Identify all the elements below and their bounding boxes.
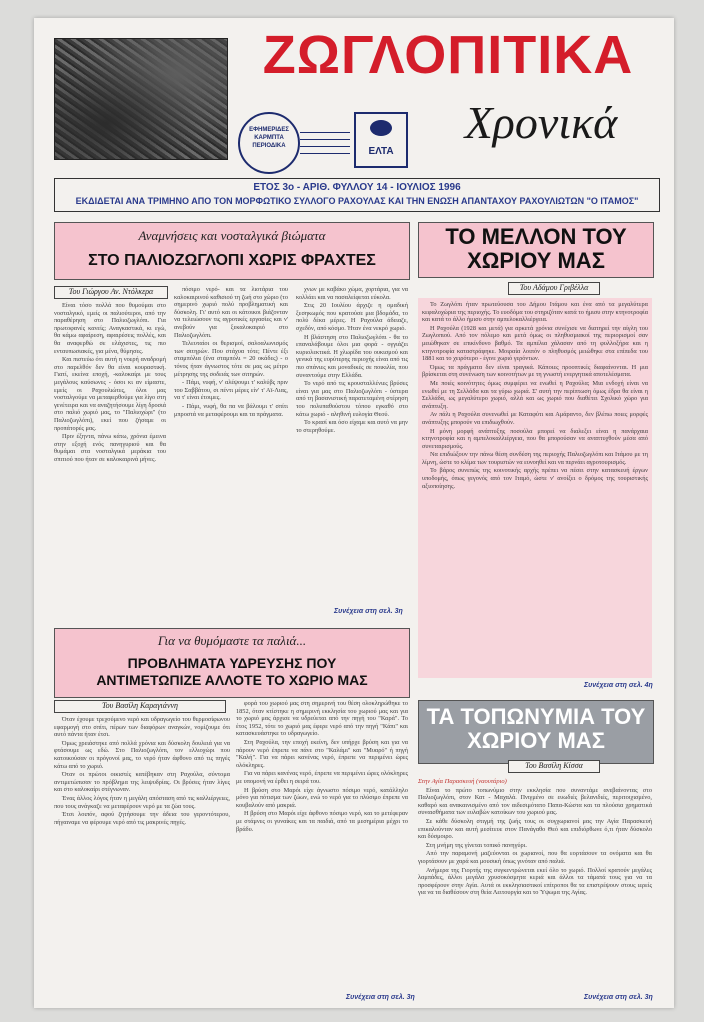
elta-logo — [354, 112, 408, 168]
article1-column-2 — [174, 286, 288, 620]
article3-continue-link[interactable]: Συνέχεια στη σελ. 3η — [346, 994, 415, 1001]
paragraph: Τελευταίοι οι θερισμοί, σαλοαλωνισμός των σιτηρών. Που στάχυα τότε; Πέντε έξι σταμπόλια (ένα σταμπόλι = 20 οκάδες) - ο τόνος ήταν άγνωστος τότε σε μας ως μέτρο μέτρησης της σοδειάς των σιτηρών. — [174, 340, 288, 378]
newspaper-page — [34, 18, 674, 1008]
stamp-line-1: ΕΦΗΜΕΡΙΔΕΣ — [249, 127, 289, 133]
article2-headline-box — [418, 222, 654, 278]
article1-column-1 — [54, 302, 166, 620]
article1-headline: ΣΤΟ ΠΑΛΙΟΖΩΓΛΟΠΙ ΧΩΡΙΣ ΦΡΑΧΤΕΣ — [88, 252, 376, 269]
article3-headline: ΠΡΟΒΛΗΜΑΤΑ ΥΔΡΕΥΣΗΣ ΠΟΥ ΑΝΤΙΜΕΤΩΠΙΖΕ ΑΛΛΟΤΕ ΤΟ ΧΩΡΙΟ ΜΑΣ — [96, 655, 368, 688]
paragraph: Να επιδιώξουν την πάνω θέση συνδέση της περιοχής Παλιοζωγλόπι και Ιτάμου με τη λίμνη, ώστε το κλίμα των τουριστών να ευνοηθεί και να περνάει αγροτουρισμός. — [422, 451, 648, 466]
article4-continue-link[interactable]: Συνέχεια στη σελ. 3η — [584, 994, 653, 1001]
paragraph: Το βάρος συνεπώς της κοινοτικής αρχής πρέπει να πέσει στην κατασκευή έργων υποδομής, όπως γεγονός από τον Ιταμό, ώστε ν' ανοίξει ο δρόμος της τουριστικής αξιοποίησης. — [422, 467, 648, 490]
postmark-lines-icon — [300, 128, 350, 158]
paragraph: Και πιστεύω ότι αυτή η νοερή αναδρομή στο παρελθόν δεν θα είναι κουραστική. Γιατί, εκείνα εποχή, -καλοκαίρι με τους μεγάλους καύσωνες - όσοι κι αν είμαστε, εμείς οι Ραχουλιώτες, όλοι μας νοσταλγούμε να μεταφερθούμε για λίγο στη γενέτειρα και να αναζητήσουμε λίγη δροσιά στο παλιό χωριό μας, το "Παλιοχώρι" (το Παλιοζωγλόπι), εκεί που ζήσαμε οι προπάτορές μας. — [54, 356, 166, 432]
paragraph: Η Ραχούλα (1928 και μετά) για αρκετά χρόνια συνέχισε να διατηρεί την αίγλη του Ζωγλοπιού. Από τον πόλεμο και μετά όμως οι πληθυσμιακοί της περιορισμοί σαν μειώθηκαν σε επικίνδυνο βαθμό. Τα αμπέλια χάλασαν από τη φυλλοξήρα και η κτηνοτροφία καταστράφηκε. Μοιραία λοιπόν ο πληθυσμός μειώθηκε στα επίπεδα του 1881 και το χειρότερο - έγινε χωριό γερόντων. — [422, 324, 648, 363]
article2-continue-link[interactable]: Συνέχεια στη σελ. 4η — [584, 682, 653, 689]
paragraph: Η μόνη μορφή ανάπτυξης ποσούλα μπορεί να διαλεξει είναι η πανάρχαια κτηνοτροφία και η αμπελοκαλλιέργεια, που θα μπορούσαν να αναπτυχθούν μέσα από συνεταιρισμούς. — [422, 427, 648, 450]
paragraph: Από την παραμονή μαζεύονται οι χωριανοί, που θα εορτάσουν τα ονόματα και θα γιορτάσουν με χαρά και μουσική όπως γινόταν από παλιά. — [418, 850, 652, 865]
publisher-line: ΕΚΔΙΔΕΤΑΙ ΑΝΑ ΤΡΙΜΗΝΟ ΑΠΟ ΤΟΝ ΜΟΡΦΩΤΙΚΟ ΣΥΛΛΟΓΟ ΡΑΧΟΥΛΑΣ ΚΑΙ ΤΗΝ ΕΝΩΣΗ ΑΠΑΝΤΑΧΟΥ ΡΑΧΟΥΛΙΩΤΩΝ "Ο ΙΤΑΜΟΣ" — [75, 196, 639, 206]
article2-byline: Του Αδάμου Γριβέλλα — [508, 282, 600, 295]
paragraph: - Πάμι, νυφή, ν' αλέψουμι τ' καλύβς πριν του Σαββάτου, σι πέντι μέρες είν' τ' Αϊ-Λιας, να τ' είναι έτοιμες. — [174, 379, 288, 402]
paragraph: Για να πάρει κανένας νερό, έπρεπε να περιμένει ώρες ολόκληρες με υπομονή να έρθει η σειρά του. — [236, 770, 408, 785]
article4-subhead: Στην Αγία Παρασκευή (ναουτάριο) — [418, 778, 507, 785]
article3-column-2 — [236, 700, 408, 990]
article2-body — [418, 298, 652, 678]
article4-headline-box — [418, 700, 654, 764]
paragraph: Στη μνήμη της γίνεται τοπικό πανηγύρι. — [426, 841, 527, 849]
article3-column-1 — [54, 716, 230, 1006]
article3-header — [54, 628, 410, 698]
paragraph: Είναι τόσο πολλά που θυμούμαι στο νοσταλγικό, εμείς οι παλιούτεροι, από την παραθέρηση στο Παλιοζωγλόπι. Για πρωτοφανές κανείς; Αναγκαστικά, κι εγώ, θα κάμω αφαίρεση, αφαιρέσεις πολλές, και θα αναφερθώ σε ελάχιστες, τις πιο ενταυπωσιακές, για μένα, θύμησες. — [54, 302, 166, 355]
stamp-line-3: ΠΕΡΙΟΔΙΚΑ — [252, 143, 286, 149]
article3-kicker: Για να θυμόμαστε τα παλιά... — [157, 633, 307, 648]
paragraph: Το Ζωγλόπι ήταν πρωτεύουσα του Δήμου Ιτάμου και ένα από τα μεγαλύτερα κεφαλοχώρια της περιοχής. Το ευοδόμα του στηριζόταν κατά το ήμισυ στην κτηνοτροφία και κατά το άλλο ήμισυ στην αμπελοκαλλιέργεια. — [422, 301, 648, 324]
article4-byline: Του Βασίλη Κίσσα — [508, 760, 600, 773]
paragraph: Είναι το πρώτο τοπωνύμιο στην εκκλησία που συναντάμε ανεβαίνοντας στο Παλιοζωγλόπι, στον Κατ - Μαχαλά. Πνιγμένο σε ευωδιές βελανιδιές, περιτοιχισμένο, καθαρό και ανακαινισμένο από τον αιδεσιμότατο Παπα-Κώστα και τα πλούσια χρηματικά συναισθήματα των ευλαβών κατοίκων του χωριού μας. — [418, 786, 652, 817]
paragraph: Όταν οι πρώτοι οικιστές κατέβηκαν στη Ραχούλα, σύντομα αντιμετώπισαν το πρόβλημα της λειψυδρίας. Οι βρύσες ήταν λίγες και στο καλοκαίρι στέγνωναν. — [54, 771, 230, 794]
masthead-subtitle: Χρονικά — [464, 97, 618, 148]
paragraph: Στη Ραχούλα, την εποχή εκείνη, δεν υπήρχε βρύση και για να πάρουν νερό έπρεπε να πάνε στο "Καλάμι" και "Μυαρό" ή πηγή "Καλή". Για να πάρει κανένας νερό, έπρεπε να περιμένει ώρες ολόκληρες. — [236, 738, 408, 769]
article2-headline: ΤΟ ΜΕΛΛΟΝ ΤΟΥ ΧΩΡΙΟΥ ΜΑΣ — [445, 224, 627, 273]
paragraph: Ένας άλλος λόγος ήταν η μεγάλη απόσταση από τις καλλιέργειες, που τους ανάγκαζε να μεταφέρουν νερό με τα ζώα τους. — [54, 794, 230, 810]
article1-continue-link[interactable]: Συνέχεια στη σελ. 3η — [334, 608, 403, 615]
article4-headline: ΤΑ ΤΟΠΩΝΥΜΙΑ ΤΟΥ ΧΩΡΙΟΥ ΜΑΣ — [426, 704, 646, 753]
paragraph: πόσιμο νερό- και τα λιοτάρια του καλοκαιρινού καθισιού τη ζωή στο χώριο (το σημερινό χωριό πολύ προβληματική και δύσκολη. Γι' αυτό και οι κάτοικοι βιάζονταν να τελειώσουν τις αγροτικές εργασίες και ν' ανεβούν για ξεκαλοκαιριό στο Παλιοζωγλόπι. — [174, 286, 288, 339]
paragraph: Όμως χρειάστηκε από πολλά χρόνια και δύσκολη δουλειά για να φτάσουμε ως εδώ. Στο Παλιοζωγλόπι, τον ελλιοχώρι που κατοικούσαν οι πρόγονοί μας, το νερό ήταν άφθονο από τις πηγές κάτω από το χωριό. — [54, 739, 230, 770]
article1-kicker: Αναμνήσεις και νοσταλγικά βιώματα — [138, 228, 326, 243]
article3-byline: Του Βασίλη Καραγιάννη — [54, 700, 226, 713]
paragraph: Η βλάστηση στο Παλιοζωγλόπι - θα το επαναλάβουμε όλοι μια φορά - ογγιάζει κυριολεκτικά. Η χλωρίδα του ουκισμού και γενικά της ευρύτερης περιοχής είναι από τις πιο σπάνιες και μοναδικές σε ποικιλία, που συναντούμε στην Ελλάδα. — [296, 333, 408, 379]
paragraph: Αν πάλι η Ραχούλα συνενωθεί με Καταφύτι και Αμάραντο, δεν βλέπω ποιες μορφές ανάπτυξης μπορούν να επιδιωχθούν. — [422, 411, 648, 426]
masthead-title: ΖΩΓΛΟΠΙΤΙΚΑ — [262, 25, 634, 85]
paragraph: Με ποιές κοινότητες όμως συμφέρει να ενωθεί η Ραχούλα; Μια ενδοχή είναι να ενωθεί με τη Σελλάδα και τα γύρω χωριά. Σ' αυτή την περίπτωση όμως έδρα θα είναι η Σελλάδα, ως μεγαλύτερο χωριό, αλλά και ως χωριό που διαθέτει Σχολικό χώρο για ανάπτυξη. — [422, 379, 648, 410]
elta-horn-icon — [370, 120, 392, 136]
article1-header — [54, 222, 410, 280]
paragraph: Στις 20 Ιουλίου άρχιζε η ομαδική ξεσηκωμός που κρατούσε μια βδομάδα, το πολύ δέκα μέρες. Η Ραχούλα άδειαζε, σχεδόν, από κόσμο. Ήταν ένα νεκρό χωριό. — [296, 302, 408, 332]
paragraph: Η βρύση στο Μαρόι είχε άγνωστο πόσιμο νερό, κατάλληλο μόνο για πότισμα των ζώων, ενώ το νερό για το πλύσιμο έπρεπε να κουβαλούν από μακριά. — [236, 786, 408, 809]
paragraph: Η βρύση στο Μαρόι είχε άφθονο πόσιμο νερό, και το μετέφεραν με στάμνες οι γυναίκες και τα παιδιά, από τα μεσημέρια μέχρι το βράδυ. — [236, 810, 408, 833]
landscape-photo — [54, 38, 228, 160]
article4-body — [418, 778, 652, 992]
paragraph: Έτσι λοιπόν, αφού ζητήσουμε την άδεια του γεροντότερου, πήγαιναμε να φέρουμε νερό από τις μακρινές πηγές. — [54, 811, 230, 826]
paragraph: - Πάμι, νυφή, θα πα να βάλουμι τ' σπίτι μπροστά να μεταφέρουμι και τα πράγματα. — [174, 402, 288, 418]
paragraph: φορά του χωριού μας στη σημερινή του θέση ολοκληρώθηκε το 1852, όταν κτίστηκε η σημερινή εκκλησία του χωριού μας και για το χωριό μας άρχισε να υδρεύεται από την πηγή του "Καρά". Το έτος 1952, τότε το χωριό μας έφερε νερό από την πηγή "Κάπι" και κατασκευάστηκε το υδραγωγείο. — [236, 700, 408, 738]
article1-column-3 — [296, 286, 408, 602]
stamp-line-2: ΚΑΡΜΠΤΑ — [254, 135, 284, 141]
paragraph: Σε κάθε δύσκολη στιγμή της ζωής τους οι συγχωριανοί μας την Αγία Παρασκευή επικαλούνταν και αυτή μεσίτευε στον Πανάγαθο Θεό και επιδιόρθωνε ό,τι ήταν δύσκολο και δύσμοιρο. — [418, 817, 652, 841]
press-stamp-icon — [238, 112, 300, 174]
paragraph: Το κρασί και όσο είχαμε και αυτό να μην το στερηθούμε. — [296, 419, 408, 434]
paragraph: Πριν έξηντα, πάνω κάτω, χρόνια έμεινα στην εξοχή ενός πανηγυριού και θα θυμάμαι στα νοσταλγικά μεράκια του σπιτιού που ήταν σε καλοκαιρινά μήνες. — [54, 433, 166, 463]
elta-label: ΕΛΤΑ — [368, 146, 394, 157]
paragraph: χνων με καβάκο χώμα, χορτάρια, για να κολλάει και να πασαλείφεται εύκολα. — [296, 286, 408, 301]
paragraph: Το νερό από τις κρουσταλλένιες βρύσες είναι για μας στο Παλιοζωγλόπι - ύστερα από τη βασανιστική παρατεταμένη στέρηση του πολυπαθούστου τόπου εγκαθό στο κάτω χωριό - αληθινή ευλογία Θεού. — [296, 380, 408, 418]
issue-line: ΕΤΟΣ 3ο - ΑΡΙΘ. ΦΥΛΛΟΥ 14 - ΙΟΥΛΙΟΣ 1996 — [253, 182, 461, 193]
paragraph: Ανήμερα της Γιορτής της συγκεντρώνεται εκεί όλο το χωριό. Πολλοί κρατούν μεγάλες λαμπάδες, άλλοι μεγάλα χρυσοκόσμητα κεριά και άλλοι τα τάματά τους για να τα προσφέρουν στην Αγία. Αυτά οι εκκλησιαστικοί επίτροποι θα τα επιστρέψουν στους ιερείς για να τα διαθέσουν στη θεία Λειτουργία και το Ύψωμα της Αγίας. — [418, 866, 652, 897]
paragraph: Όμως τα πράγματα δεν είναι τραγικά. Κάποιες προοπτικές διαφαίνονται. Η μια βρίσκεται στη συνένωση των κοινοτήτων με τη γνωστή ενεργητικά αποτελέσματα. — [422, 363, 648, 379]
article1-byline: Του Γιώργου Αν. Ντόλκερα — [54, 286, 168, 299]
paragraph: Όταν έχουμε τρεχούμενο νερό και υδραγωγείο του θερμοσίφωνου εφαρμογή στο σπίτι, πέρων των διαφόρων αναγκών, νομίζουμε ότι αυτό πάντα ήταν έτσι. — [54, 716, 230, 739]
issue-info-box — [54, 178, 660, 212]
